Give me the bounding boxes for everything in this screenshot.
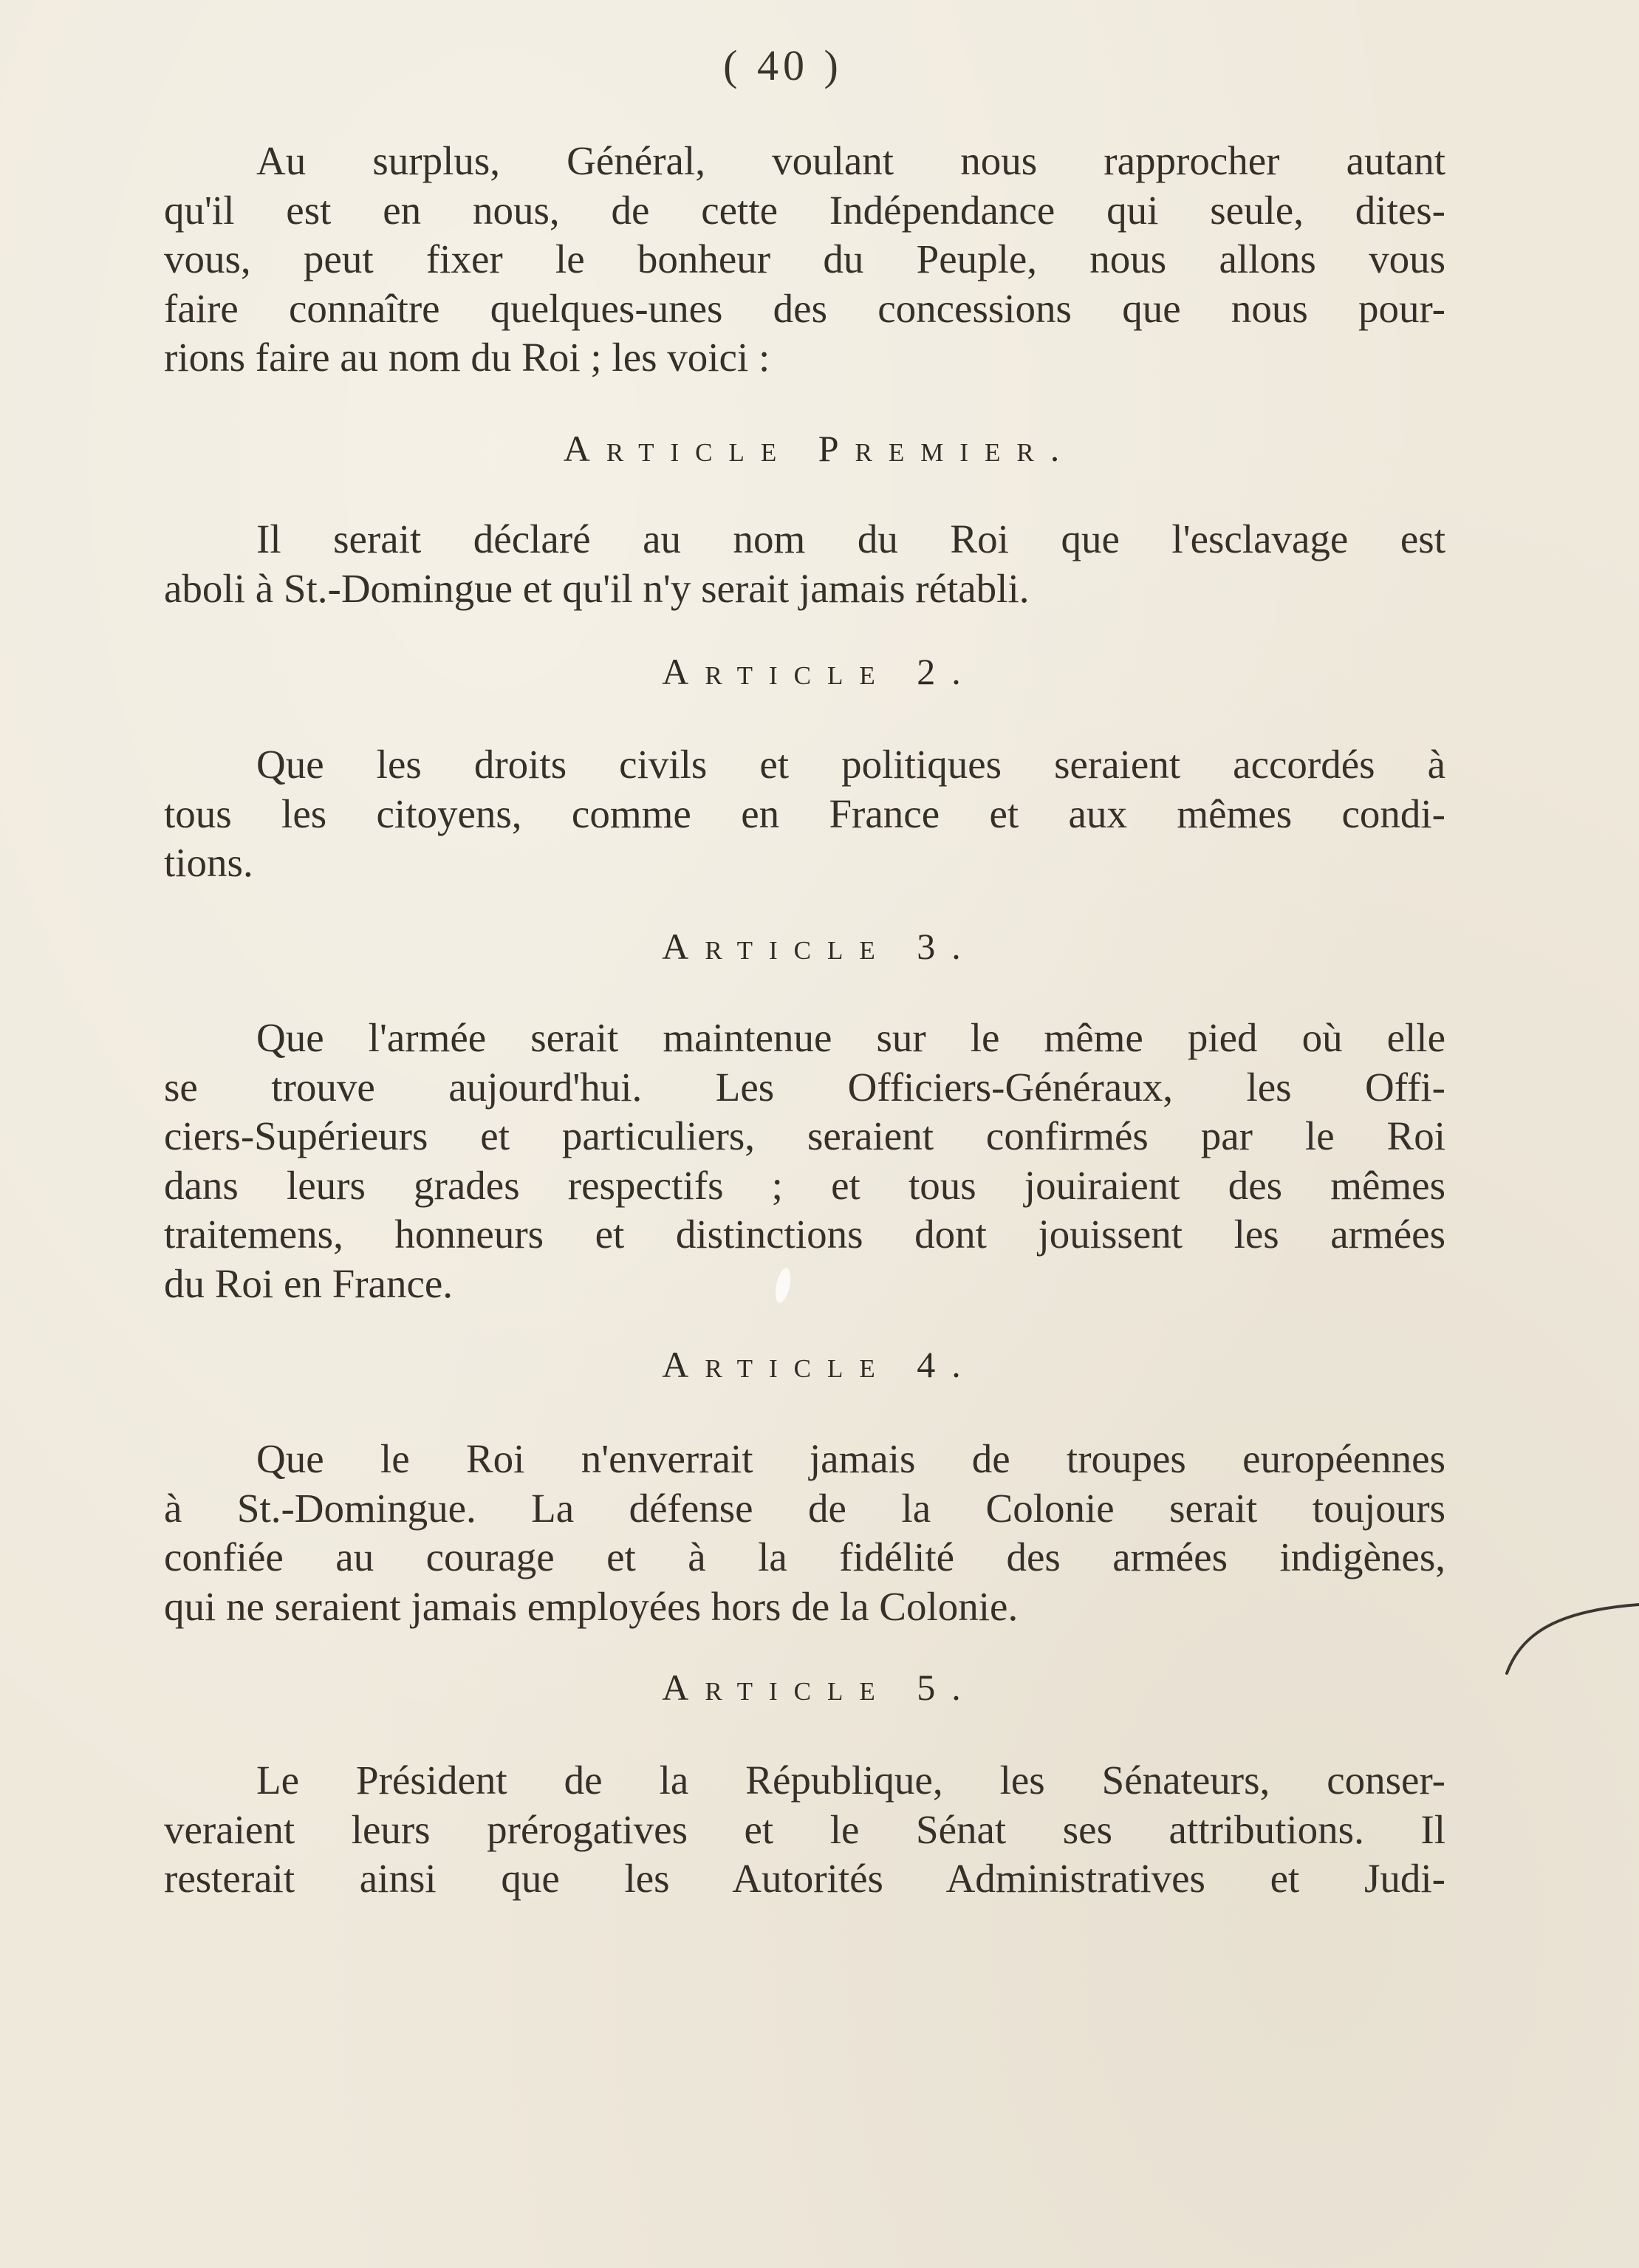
article-paragraph	[164, 1756, 1445, 1904]
article-heading: Article 3.	[662, 926, 977, 967]
page-number: ( 40 )	[723, 41, 843, 89]
text-line: traitemens, honneurs et distinctions dont jouissent les armées	[164, 1212, 1445, 1257]
article-heading: Article 5.	[662, 1667, 977, 1708]
text-line: Au surplus, Général, voulant nous rapprocher autant	[256, 138, 1445, 183]
article-paragraph	[164, 1435, 1445, 1631]
article-paragraph	[164, 515, 1445, 613]
paper-speck	[772, 1263, 794, 1308]
text-line: se trouve aujourd'hui. Les Officiers-Généraux, les Offi-	[164, 1064, 1445, 1110]
article-paragraph	[164, 1014, 1445, 1308]
text-line: dans leurs grades respectifs ; et tous jouiraient des mêmes	[164, 1162, 1445, 1208]
article-paragraph	[164, 740, 1445, 888]
text-line: vous, peut fixer le bonheur du Peuple, nous allons vous	[164, 236, 1445, 281]
text-line: veraient leurs prérogatives et le Sénat ses attributions. Il	[164, 1806, 1445, 1852]
text-line: Que le Roi n'enverrait jamais de troupes européennes	[256, 1436, 1445, 1481]
text-line: resterait ainsi que les Autorités Administratives et Judi-	[164, 1856, 1445, 1901]
text-line: tous les citoyens, comme en France et aux mêmes condi-	[164, 790, 1445, 836]
article-heading: Article Premier.	[563, 428, 1076, 469]
text-line: qu'il est en nous, de cette Indépendance qui seule, dites-	[164, 187, 1445, 233]
text-line: Que l'armée serait maintenue sur le même pied où elle	[256, 1015, 1445, 1060]
text-line: Le Président de la République, les Sénateurs, conser-	[256, 1758, 1445, 1803]
text-line: à St.-Domingue. La défense de la Colonie serait toujours	[164, 1485, 1445, 1531]
text-line: rions faire au nom du Roi ; les voici :	[164, 335, 770, 380]
text-line: du Roi en France.	[164, 1260, 454, 1306]
text-line: aboli à St.-Domingue et qu'il n'y serait jamais rétabli.	[164, 565, 1030, 611]
text-line: tions.	[164, 840, 253, 885]
text-line: confiée au courage et à la fidélité des armées indigènes,	[164, 1534, 1445, 1579]
intro-paragraph	[164, 137, 1445, 383]
text-line: faire connaître quelques-unes des concessions que nous pour-	[164, 285, 1445, 331]
text-line: ciers-Supérieurs et particuliers, seraient confirmés par le Roi	[164, 1113, 1445, 1158]
text-line: Que les droits civils et politiques seraient accordés à	[256, 742, 1445, 787]
article-heading: Article 4.	[662, 1344, 977, 1385]
text-line: qui ne seraient jamais employées hors de la Colonie.	[164, 1583, 1019, 1629]
pen-stroke-mark	[1492, 1588, 1639, 1684]
article-heading: Article 2.	[662, 651, 977, 692]
text-line: Il serait déclaré au nom du Roi que l'esclavage est	[256, 516, 1445, 561]
